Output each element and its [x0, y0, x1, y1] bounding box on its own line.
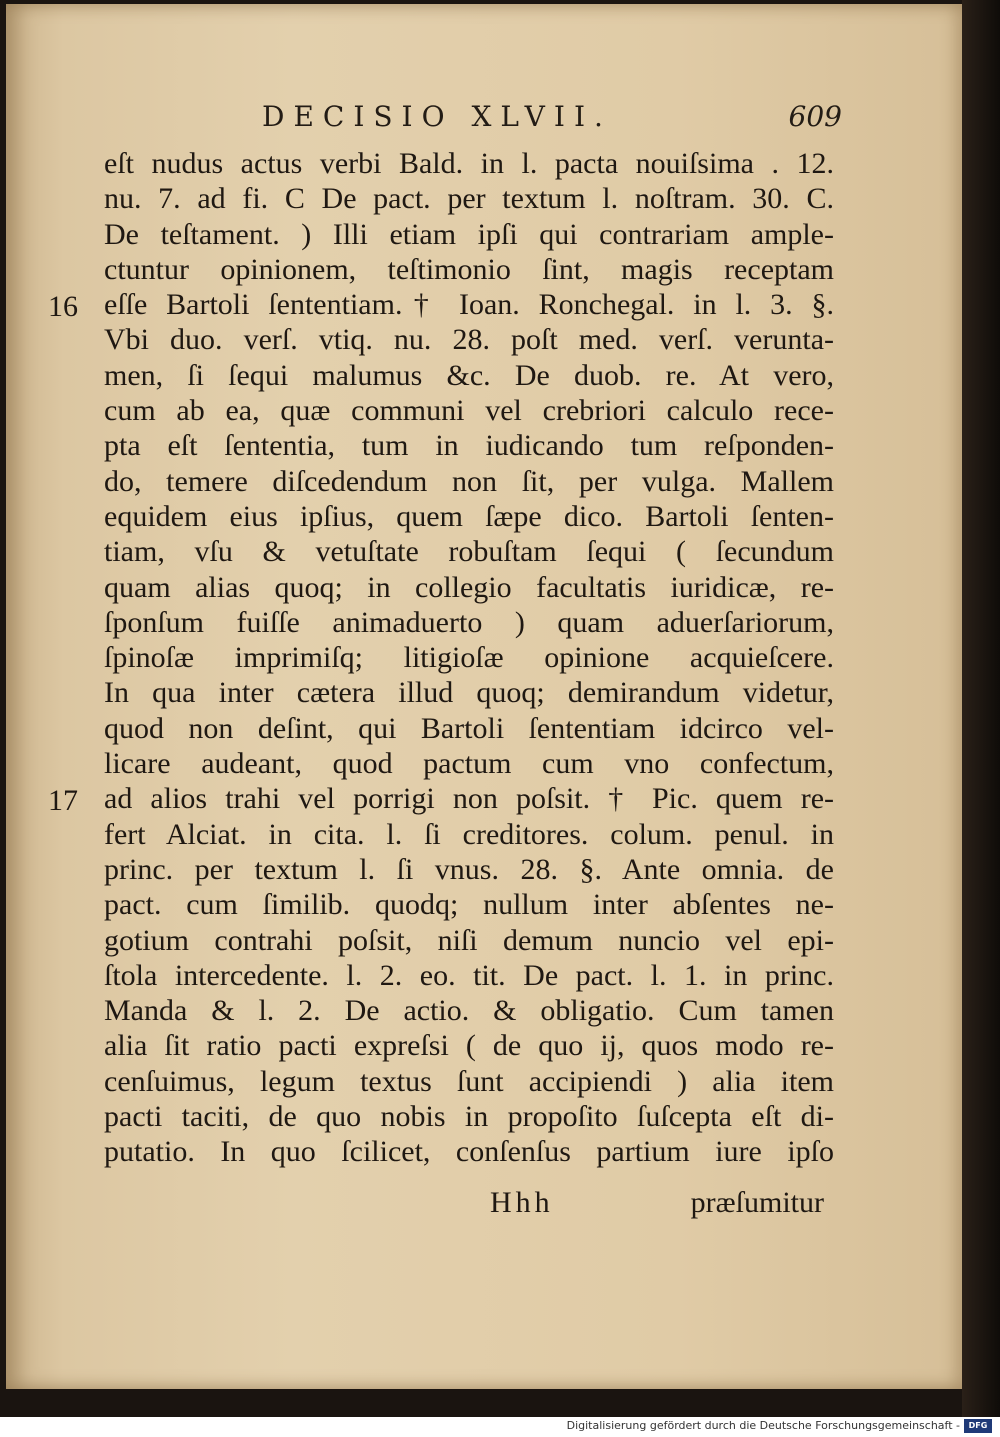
dfg-logo: DFG	[964, 1419, 992, 1433]
running-head	[262, 100, 842, 140]
signature-mark: Hhh	[490, 1186, 554, 1219]
page-number: 609	[788, 100, 842, 133]
text-line: eſſe Bartoli ſententiam.† Ioan. Ronchegal. in l. 3. §.	[104, 288, 834, 322]
text-line: pact. cum ſimilib. quodq; nullum inter abſentes ne-	[104, 888, 834, 922]
text-line: ſtola intercedente. l. 2. eo. tit. De pact. l. 1. in princ.	[104, 958, 834, 992]
text-line: princ. per textum l. ſi vnus. 28. §. Ante omnia. de	[104, 852, 834, 886]
text-line: cum ab ea, quæ communi vel crebriori calculo rece-	[104, 394, 834, 428]
text-line: ad alios trahi vel porrigi non poſsit. † Pic. quem re-	[104, 782, 834, 816]
text-line: cenſuimus, legum textus ſunt accipiendi ) alia item	[104, 1064, 834, 1098]
text-line: equidem eius ipſius, quem ſæpe dico. Bartoli ſenten-	[104, 499, 834, 533]
text-line: fert Alciat. in cita. l. ſi creditores. colum. penul. in	[104, 817, 834, 851]
funding-credit: Digitalisierung gefördert durch die Deutsche Forschungsgemeinschaft -	[566, 1419, 960, 1432]
page-foot	[104, 1186, 824, 1226]
text-line: tiam, vſu & vetuſtate robuſtam ſequi ( ſecundum	[104, 535, 834, 569]
text-line: ctuntur opinionem, teſtimonio ſint, magis receptam	[104, 252, 834, 286]
text-line: quod non deſint, qui Bartoli ſententiam idcirco vel-	[104, 711, 834, 745]
text-line: Manda & l. 2. De actio. & obligatio. Cum tamen	[104, 994, 834, 1028]
margin-number-17: 17	[48, 784, 78, 817]
body-text	[104, 146, 834, 1170]
text-line: quam alias quoq; in collegio facultatis iuridicæ, re-	[104, 570, 834, 604]
text-line: ſpinoſæ imprimiſq; litigioſæ opinione acquieſcere.	[104, 641, 834, 675]
margin-number-16: 16	[48, 290, 78, 323]
text-line: pacti taciti, de quo nobis in propoſito ſuſcepta eſt di-	[104, 1100, 834, 1134]
text-line: nu. 7. ad fi. C De pact. per textum l. noſtram. 30. C.	[104, 182, 834, 216]
text-line: De teſtament. ) Illi etiam ipſi qui contrariam ample-	[104, 217, 834, 251]
text-line: Vbi duo. verſ. vtiq. nu. 28. poſt med. verſ. verunta-	[104, 323, 834, 357]
digitization-footer	[0, 1417, 1000, 1437]
text-line: In qua inter cætera illud quoq; demirandum videtur,	[104, 676, 834, 710]
text-line: gotium contrahi poſsit, niſi demum nuncio vel epi-	[104, 923, 834, 957]
text-line: eſt nudus actus verbi Bald. in l. pacta nouiſsima . 12.	[104, 147, 834, 180]
page-edge-shadow	[962, 0, 1000, 1417]
text-line: putatio. In quo ſcilicet, conſenſus partium iure ipſo	[104, 1135, 834, 1169]
catchword: præſumitur	[690, 1186, 824, 1219]
running-title: DECISIO XLVII.	[262, 100, 612, 133]
text-line: do, temere diſcedendum non ſit, per vulga. Mallem	[104, 464, 834, 498]
text-line: licare audeant, quod pactum cum vno confectum,	[104, 747, 834, 781]
text-line: pta eſt ſententia, tum in iudicando tum reſponden-	[104, 429, 834, 463]
text-line: men, ſi ſequi malumus &c. De duob. re. At vero,	[104, 358, 834, 392]
text-line: alia ſit ratio pacti expreſsi ( de quo ij, quos modo re-	[104, 1029, 834, 1063]
text-line: ſponſum fuiſſe animaduerto ) quam aduerſariorum,	[104, 605, 834, 639]
